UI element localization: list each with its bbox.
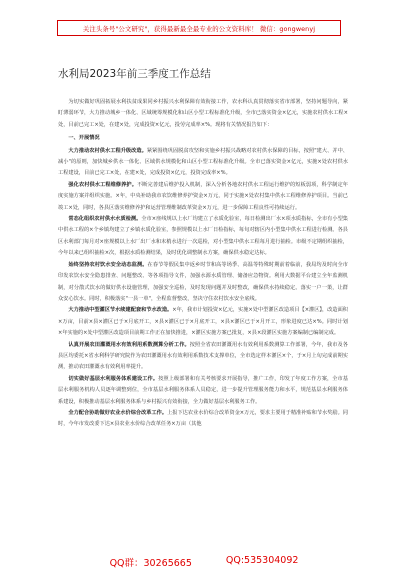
paragraph-lead: 大力推动农村供水工程升级改造。 [68,147,147,154]
paragraph-text: 上报下达农业水价综合改革资金×万元，要求主要用于精准补贴和节水奖励。同时，今年市发改委下达×县农业水价综合改革任务×万亩（其他 [58,409,348,428]
paragraph-text: 按照上级部署和有关考核要求开展指导，推广工作，印发了年度工作方案，全市基层水利服务机构人员逐年调整到位，全市基层水利服务体系人员稳定，进一步提升管理服务能力和水平，规范基层水利服务体系建设，积极推动基层水利服务体系与乡村振兴有效衔接，全力做好基层水利服务工作。 [58,375,348,405]
paragraph-text: 在春节等假民集中返乡时节和高等场季、高温等特殊时期前着临前，我局均及时向全市印发农饮水安全隐患排查、问题整改、等各项指导文件，加强水源水质管理、储备应急物资。利用大数据平台建立全年监测机制，对分散式饮水的做好供水设施管理，加强安全巡检，及时发现问题并及时整改，确保供水持续稳定。落实一户一策，让群众安心饮水。同时，积极落实"一县一单"，全程监督整改，坚决守住农村饮水安全底线。 [58,261,348,302]
qq-group-label: QQ群：30265665 [109,558,192,569]
paragraph-text: ×年，我市计划投资×亿元，实施×处中型灌区改造项目【×灌区】，改造面积×万亩，目前×县×灌区已于×月底开工，×县×灌区已于×月底开工，×县×灌区已于×月开工，形象进度已达×%。同时计划×年实施的×处中型灌区改造项目前期工作正在加快推进，×灌区实施方案已批复，×县×段灌区实施方案编制已编制完成。 [58,307,348,337]
paragraph-lead: 切实做好基层水利服务体系建设工作。 [68,375,159,382]
paragraph-lead: 始终坚持农村饮水安全动态监测。 [68,261,148,268]
paragraph-lead: 认真开展农田灌溉用水有效利用系数测算分析工作。 [68,341,190,348]
body-paragraph [58,260,348,306]
paragraph-text: 按照全省农田灌溉用水有效利用系数测算工作部署，今年，我市及各县区均委托×省水利科学研究院作为农田灌溉用水有效利用系数技术支撑单位，全市选定样本灌区×个，于×月上旬完成前期实测，推动农田灌溉水有效利用率提升。 [58,341,348,371]
body-paragraph [58,146,348,180]
body-paragraph [58,340,348,374]
paragraph-text: 紧紧围绕巩固脱贫攻坚和实施乡村振兴战略对农村供水保障的目标，按照"建大、并中、减小"的原则，加快城乡供水一体化、区域供水规模化和山区小型工程标准化升级。全市已落实资金×亿元，实施×处农村供水工程建设，目前已完工×处，在建×处，完成投资×亿元，投资完成率×%。 [58,147,348,177]
document-title: 水利局2023年前三季度工作总结 [58,68,211,80]
paragraph-lead: 常态化组织农村供水水质检测。 [68,216,142,223]
body-paragraph [58,305,348,339]
paragraph-lead: 大力推动中型灌区节水续建配套和节水改造。 [68,307,173,314]
body-paragraph [58,214,348,260]
body-paragraph [58,180,348,214]
body-paragraph [58,408,348,431]
section-heading: 一、开展情况 [68,135,100,142]
contact-footer [0,555,408,569]
promo-banner-text: 关注头条号"公文研究"，获得最新最全最专业的公文资料库！ 微信：gongwenyj [82,24,316,33]
paragraph-text: 全市×座线规以上水厂均建立了水质化验室，每日检测出厂水×项水质指标，全市有小型集中供水工程的×个乡镇均建立了乡镇水质化验室，参照规模以上水厂日检指标，每旬对辖区内小型集中供水工程进行检测。各县区水利部门每月对×座规模以上水厂出厂水和末梢水进行一次巡检，对小型集中供水工程每月进行抽检。市级不定期组织抽检，今年以来已组织抽检×次，根据水质检测结果，及时优化调整制水方案，确保供水稳定达标。 [58,216,348,257]
body-paragraph [58,374,348,408]
promo-banner[interactable] [57,20,341,36]
qq-label: QQ:535304092 [225,555,299,566]
intro-paragraph: 为切实做好巩固拓展水利扶贫成果同乡村振兴水利保障有效衔接工作，农水科认真贯彻落实省市部署，坚持问题导向，紧盯薄弱环节，大力推动城乡一体化、区域统筹规模化和山区小型工程标准化升级，全市已落实资金×亿元，实施农村供水工程×处，目前已完工×处，在建×处，完成投资×亿元，投劳完成率×%。现将有关情况报告如下： [58,99,348,128]
paragraph-lead: 全力配合协助做好农业水价综合改革工作。 [68,409,168,416]
paragraph-lead: 强化农村供水工程维修养护。 [68,181,137,188]
document-body [58,97,348,431]
paragraph-text: 不断完善建后维护投入机制，深入分析各地农村供水工程运行维护的短板弱项，科学制定年度实施方案并组织实施。×年，中央补助我市农饮维修养护资金×万元，同于实施×处农村集中供水工程维修养护项目。当前已竣工×处，同时，各县区落实维修养护和运营管理维制改革资金×万元，进一步保障工程良性可持续运行。 [58,181,348,211]
